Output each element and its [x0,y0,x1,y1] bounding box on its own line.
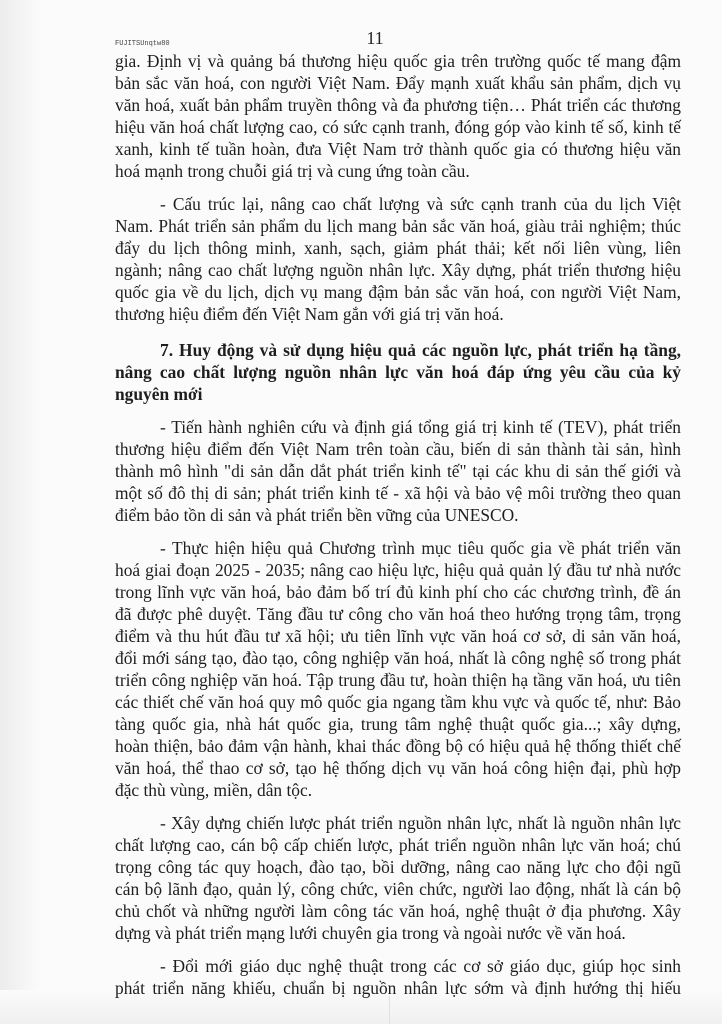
text-line: Nam. Phát triển sản phẩm du lịch mang bản sắc văn hoá, giàu trải nghiệm; thúc [115,216,681,236]
text-line: chất lượng cao, cán bộ cấp chiến lược, phát triển nguồn nhân lực văn hoá; chú [115,835,681,855]
text-line: hiệu văn hoá chất lượng cao, có sức cạnh tranh, đóng góp vào kinh tế số, kinh tế [115,117,681,137]
text-line: văn hoá, thể thao cơ sở, tạo hệ thống dịch vụ văn hoá công hiện đại, phù hợp [115,758,681,778]
text-line: thành mô hình "di sản dẫn dắt phát triển kinh tế" tại các khu di sản thế giới và [115,461,681,481]
text-line: - Thực hiện hiệu quả Chương trình mục tiêu quốc gia về phát triển văn [160,538,681,558]
text-line: đã được phê duyệt. Tăng đầu tư công cho văn hoá theo hướng trọng tâm, trọng [115,604,681,624]
text-line: chủ chốt và những người làm công tác văn hoá, nghệ thuật ở địa phương. Xây [115,901,681,921]
text-line: văn hoá, xuất bản phẩm truyền thông và đa phương tiện… Phát triển các thương [115,95,681,115]
text-line: hoàn thiện, bảo đảm vận hành, khai thác đồng bộ có hiệu quả hệ thống thiết chế [115,736,681,756]
text-line: một số đô thị di sản; phát triển kinh tế - xã hội và bảo vệ môi trường theo quan [115,483,681,503]
text-line: gia. Định vị và quảng bá thương hiệu quốc gia trên trường quốc tế mang đậm [115,51,681,71]
heading-line: 7. Huy động và sử dụng hiệu quả các nguồn lực, phát triển hạ tầng, [160,340,681,360]
text-line: tàng quốc gia, nhà hát quốc gia, trung tâm nghệ thuật quốc gia...; xây dựng, [115,714,681,734]
text-line: quốc gia về du lịch, dịch vụ mang đậm bản sắc văn hoá, con người Việt Nam, [115,282,681,302]
text-line: đổi mới sáng tạo, đào tạo, công nghiệp văn hoá, nhất là công nghệ số trong phát [115,648,681,668]
heading-line: nâng cao chất lượng nguồn nhân lực văn hoá đáp ứng yêu cầu của kỷ [115,362,681,382]
page-number: 11 [366,28,384,48]
scanner-id: FUJITSUnqtw80 [115,40,170,48]
text-line: - Tiến hành nghiên cứu và định giá tổng giá trị kinh tế (TEV), phát triển [160,417,681,437]
text-line: xanh, kinh tế tuần hoàn, đưa Việt Nam trở thành quốc gia có thương hiệu văn [115,139,681,159]
text-line: hoá giai đoạn 2025 - 2035; nâng cao hiệu lực, hiệu quả quản lý đầu tư nhà nước [115,560,681,580]
heading-line: nguyên mới [115,384,203,404]
text-line: triển công nghiệp văn hoá. Tập trung đầu tư, hoàn thiện hạ tầng văn hoá, ưu tiên [115,670,681,690]
text-line: các thiết chế văn hoá quy mô quốc gia ngang tầm khu vực và quốc tế, như: Bảo [115,692,681,712]
text-line: trọng công tác quy hoạch, đào tạo, bồi dưỡng, nâng cao năng lực cho đội ngũ [115,857,681,877]
text-line: dựng và phát triển mạng lưới chuyên gia trong và ngoài nước về văn hoá. [115,923,626,943]
text-line: - Cấu trúc lại, nâng cao chất lượng và sức cạnh tranh của du lịch Việt [160,194,681,214]
text-line: bản sắc văn hoá, con người Việt Nam. Đẩy mạnh xuất khẩu sản phẩm, dịch vụ [115,73,681,93]
scan-fold-line [389,996,390,1024]
text-line: đẩy du lịch thông minh, xanh, sạch, giảm phát thải; kết nối liên vùng, liên [115,238,681,258]
text-line: cán bộ lãnh đạo, quản lý, công chức, viên chức, người lao động, nhất là cán bộ [115,879,681,899]
text-line: trong lĩnh vực văn hoá, bảo đảm bố trí đủ kinh phí cho các chương trình, đề án [115,582,681,602]
text-line: - Đổi mới giáo dục nghệ thuật trong các cơ sở giáo dục, giúp học sinh [160,956,681,976]
text-line: điểm và thu hút đầu tư xã hội; ưu tiên lĩnh vực văn hoá cơ sở, di sản văn hoá, [115,626,681,646]
text-line: thương hiệu điểm đến Việt Nam gắn với giá trị văn hoá. [115,304,504,324]
text-line: thương hiệu điểm đến Việt Nam trên toàn cầu, biến di sản thành tài sản, hình [115,439,681,459]
text-line: đặc thù vùng, miền, dân tộc. [115,780,313,800]
scan-shadow-left [0,0,40,1024]
text-line: phát triển năng khiếu, chuẩn bị nguồn nhân lực sớm và định hướng thị hiếu [115,978,681,998]
text-line: ngành; nâng cao chất lượng nguồn nhân lực. Xây dựng, phát triển thương hiệu [115,260,681,280]
text-line: điểm bảo tồn di sản và phát triển bền vững của UNESCO. [115,505,519,525]
text-line: - Xây dựng chiến lược phát triển nguồn nhân lực, nhất là nguồn nhân lực [160,813,681,833]
text-line: hoá mạnh trong chuỗi giá trị và cung ứng toàn cầu. [115,161,470,181]
